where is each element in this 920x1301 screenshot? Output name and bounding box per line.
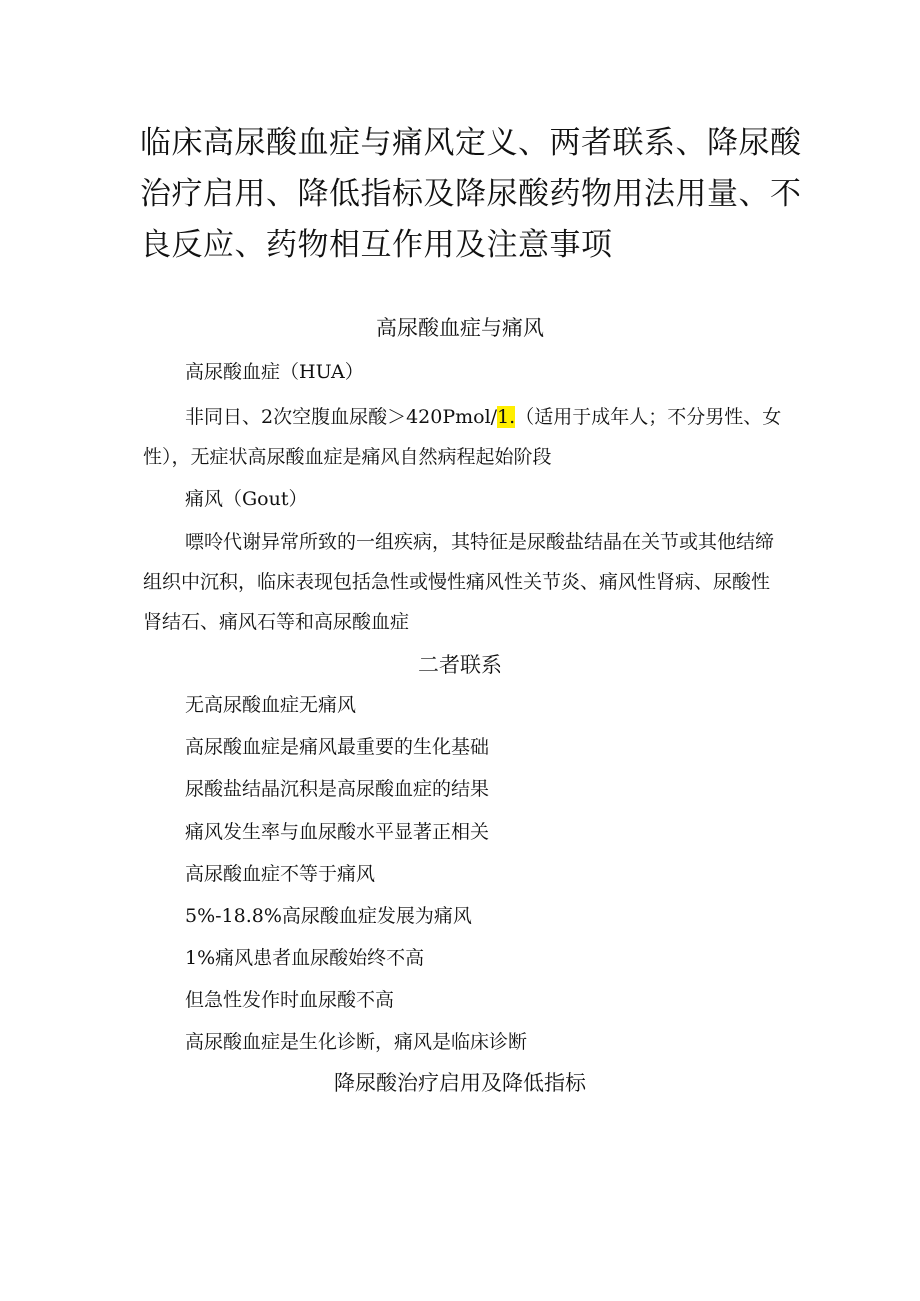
relation-item: 痛风发生率与血尿酸水平显著正相关 [185, 821, 490, 843]
title-line: 治疗启用、降低指标及降尿酸药物用法用量、不 [140, 176, 802, 212]
section-heading-relation: 二者联系 [418, 653, 502, 677]
document-title [140, 118, 820, 271]
hua-definition-line [185, 405, 781, 429]
hua-label: 高尿酸血症（HUA） [185, 361, 364, 383]
hua-definition-line: 性），无症状高尿酸血症是痛风自然病程起始阶段 [143, 446, 552, 468]
gout-definition-line: 肾结石、痛风石等和高尿酸血症 [143, 611, 410, 633]
section-heading-hua-gout: 高尿酸血症与痛风 [376, 316, 544, 340]
relation-item: 1%痛风患者血尿酸始终不高 [185, 947, 425, 969]
relation-item: 无高尿酸血症无痛风 [185, 694, 357, 716]
gout-label: 痛风（Gout） [185, 488, 308, 510]
relation-item: 高尿酸血症是痛风最重要的生化基础 [185, 736, 490, 758]
gout-definition-line: 组织中沉积，临床表现包括急性或慢性痛风性关节炎、痛风性肾病、尿酸性 [143, 571, 771, 593]
title-line: 临床高尿酸血症与痛风定义、两者联系、降尿酸 [140, 125, 802, 161]
highlighted-text: 1. [497, 406, 516, 428]
relation-item: 5%-18.8%高尿酸血症发展为痛风 [185, 905, 472, 927]
hua-definition-text: 非同日、2次空腹血尿酸＞420Pmol/ [185, 406, 498, 428]
title-line: 良反应、药物相互作用及注意事项 [140, 227, 613, 263]
relation-item: 高尿酸血症不等于痛风 [185, 863, 376, 885]
relation-item: 尿酸盐结晶沉积是高尿酸血症的结果 [185, 778, 490, 800]
relation-item: 但急性发作时血尿酸不高 [185, 989, 395, 1011]
hua-definition-text: （适用于成年人；不分男性、女 [515, 406, 782, 428]
relation-item: 高尿酸血症是生化诊断，痛风是临床诊断 [185, 1031, 528, 1053]
gout-definition-line: 嘌呤代谢异常所致的一组疾病，其特征是尿酸盐结晶在关节或其他结缔 [185, 531, 775, 553]
section-heading-treatment: 降尿酸治疗启用及降低指标 [334, 1071, 586, 1095]
